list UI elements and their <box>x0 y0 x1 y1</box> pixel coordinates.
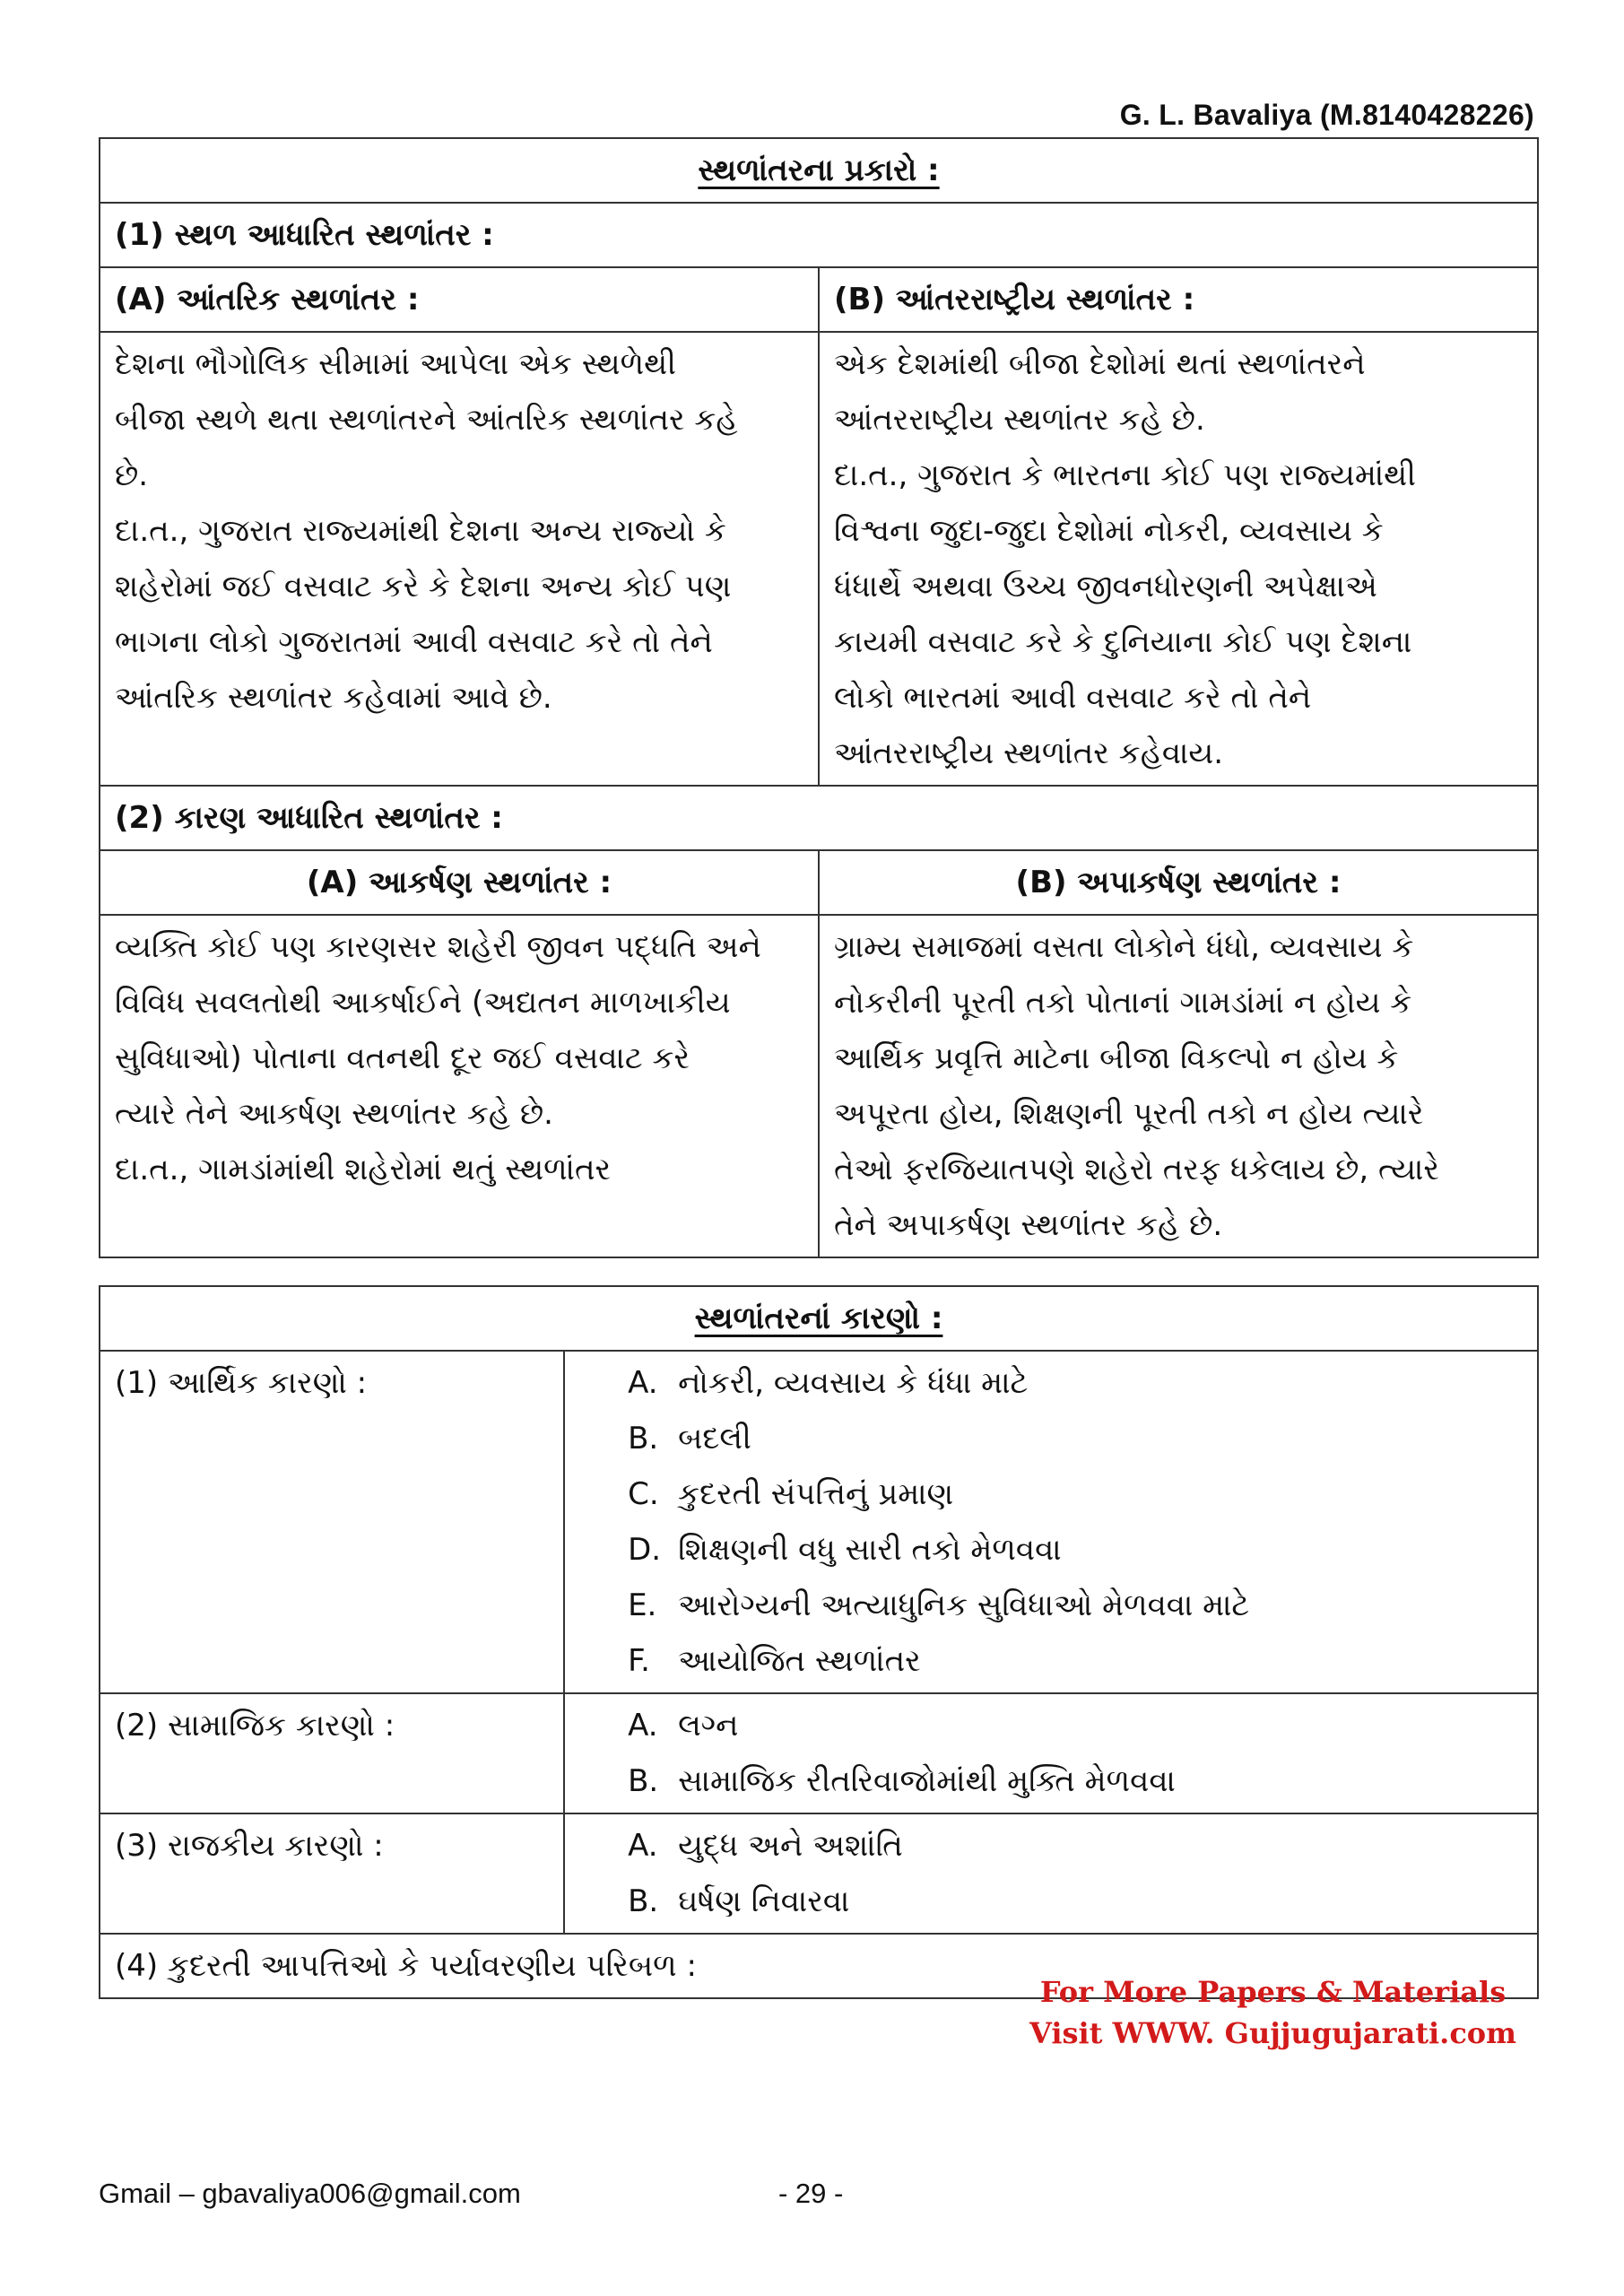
pull-migration-text <box>100 915 819 1257</box>
promo-website-link[interactable]: Visit WWW. Gujjugujarati.com <box>1029 2016 1516 2050</box>
list-item <box>628 1753 1523 1809</box>
internal-migration-text <box>100 332 819 786</box>
push-migration-heading: (B) અપાકર્ષણ સ્થળાંતર : <box>819 850 1538 915</box>
text-line: એક દેશમાંથી બીજા દેશોમાં થતાં સ્થળાંતરને <box>834 346 1366 382</box>
text-line: બીજા સ્થળે થતા સ્થળાંતરને આંતરિક સ્થળાંતર કહે <box>115 402 738 438</box>
text-line: દા.ત., ગુજરાત કે ભારતના કોઈ પણ રાજ્યમાંથી <box>834 457 1416 493</box>
text-line: દા.ત., ગુજરાત રાજ્યમાંથી દેશના અન્ય રાજ્યો કે <box>115 513 726 549</box>
text-line: વિશ્વના જુદા-જુદા દેશોમાં નોકરી, વ્યવસાય કે <box>834 513 1384 549</box>
text-line: તેઓ ફરજિયાતપણે શહેરો તરફ ધકેલાય છે, ત્યારે <box>834 1152 1439 1187</box>
text-line: આર્થિક પ્રવૃત્તિ માટેના બીજા વિકલ્પો ન હોય કે <box>834 1040 1399 1076</box>
list-item <box>628 1411 1523 1466</box>
list-item <box>628 1355 1523 1411</box>
list-letter: D. <box>628 1532 662 1568</box>
list-letter: A. <box>628 1365 658 1401</box>
text-line: વ્યક્તિ કોઈ પણ કારણસર શહેરી જીવન પદ્ધતિ અને <box>115 929 761 965</box>
economic-causes-label: (1) આર્થિક કારણો : <box>100 1351 564 1693</box>
list-item <box>628 1818 1523 1874</box>
migration-causes-table <box>99 1285 1539 1999</box>
text-line: ત્યારે તેને આકર્ષણ સ્થળાંતર કહે છે. <box>115 1096 553 1132</box>
list-text: બદલી <box>678 1421 751 1457</box>
list-item <box>628 1522 1523 1578</box>
list-letter: B. <box>628 1421 659 1457</box>
list-text: કુદરતી સંપત્તિનું પ્રમાણ <box>678 1476 954 1512</box>
political-causes-label: (3) રાજકીય કારણો : <box>100 1813 564 1934</box>
list-letter: B. <box>628 1883 659 1919</box>
text-line: શહેરોમાં જઈ વસવાટ કરે કે દેશના અન્ય કોઈ પણ <box>115 569 732 604</box>
footer-email: Gmail – gbavaliya006@gmail.com <box>99 2178 521 2209</box>
text-line: છે. <box>115 457 149 493</box>
section-heading-reason-based: (2) કારણ આધારિત સ્થળાંતર : <box>100 786 1538 850</box>
text-line: દેશના ભૌગોલિક સીમામાં આપેલા એક સ્થળેથી <box>115 346 676 382</box>
list-letter: A. <box>628 1708 658 1744</box>
list-text: નોકરી, વ્યવસાય કે ધંધા માટે <box>678 1365 1029 1401</box>
page-number: - 29 - <box>778 2178 844 2209</box>
text-line: નોકરીની પૂરતી તકો પોતાનાં ગામડાંમાં ન હોય કે <box>834 985 1412 1021</box>
list-letter: F. <box>628 1643 650 1679</box>
social-causes-list <box>564 1693 1538 1813</box>
text-line: આંતરિક સ્થળાંતર કહેવામાં આવે છે. <box>115 680 552 716</box>
list-text: ઘર્ષણ નિવારવા <box>678 1883 850 1919</box>
list-item <box>628 1874 1523 1929</box>
section-heading-place-based: (1) સ્થળ આધારિત સ્થળાંતર : <box>100 203 1538 267</box>
text-line: ધંધાર્થે અથવા ઉચ્ચ જીવનધોરણની અપેક્ષાએ <box>834 569 1377 604</box>
text-line: આંતરરાષ્ટ્રીય સ્થળાંતર કહે છે. <box>834 402 1205 438</box>
table-title <box>100 138 1538 203</box>
economic-causes-list <box>564 1351 1538 1693</box>
text-line: દા.ત., ગામડાંમાંથી શહેરોમાં થતું સ્થળાંતર <box>115 1152 612 1187</box>
migration-types-title: સ્થળાંતરના પ્રકારો : <box>698 152 940 188</box>
list-item <box>628 1698 1523 1753</box>
text-line: ભાગના લોકો ગુજરાતમાં આવી વસવાટ કરે તો તેને <box>115 624 713 660</box>
list-item <box>628 1578 1523 1633</box>
text-line: કાયમી વસવાટ કરે કે દુનિયાના કોઈ પણ દેશના <box>834 624 1412 660</box>
list-text: યુદ્ધ અને અશાંતિ <box>678 1828 903 1864</box>
internal-migration-heading: (A) આંતરિક સ્થળાંતર : <box>100 267 819 332</box>
promo-line-1: For More Papers & Materials <box>1039 1975 1507 2009</box>
list-text: શિક્ષણની વધુ સારી તકો મેળવવા <box>678 1532 1062 1568</box>
text-line: સુવિધાઓ) પોતાના વતનથી દૂર જઈ વસવાટ કરે <box>115 1040 690 1076</box>
international-migration-heading: (B) આંતરરાષ્ટ્રીય સ્થળાંતર : <box>819 267 1538 332</box>
pull-migration-heading: (A) આકર્ષણ સ્થળાંતર : <box>100 850 819 915</box>
natural-disaster-causes-label: (4) કુદરતી આપત્તિઓ કે પર્યાવરણીય પરિબળ : <box>100 1934 1538 1998</box>
text-line: લોકો ભારતમાં આવી વસવાટ કરે તો તેને <box>834 680 1312 716</box>
migration-causes-title: સ્થળાંતરનાં કારણો : <box>694 1300 943 1336</box>
international-migration-text <box>819 332 1538 786</box>
list-letter: B. <box>628 1763 659 1799</box>
text-line: આંતરરાષ્ટ્રીય સ્થળાંતર કહેવાય. <box>834 735 1224 771</box>
text-line: અપૂરતા હોય, શિક્ષણની પૂરતી તકો ન હોય ત્યારે <box>834 1096 1424 1132</box>
list-letter: C. <box>628 1476 659 1512</box>
migration-types-table <box>99 137 1539 1258</box>
text-line: વિવિધ સવલતોથી આકર્ષાઈને (અદ્યતન માળખાકીય <box>115 985 731 1021</box>
list-item <box>628 1466 1523 1522</box>
list-text: આરોગ્યની અત્યાધુનિક સુવિધાઓ મેળવવા માટે <box>678 1587 1250 1623</box>
list-letter: A. <box>628 1828 658 1864</box>
text-line: તેને અપાકર્ષણ સ્થળાંતર કહે છે. <box>834 1207 1223 1243</box>
push-migration-text <box>819 915 1538 1257</box>
text-line: ગ્રામ્ય સમાજમાં વસતા લોકોને ધંધો, વ્યવસાય કે <box>834 929 1414 965</box>
list-text: લગ્ન <box>678 1708 739 1744</box>
list-letter: E. <box>628 1587 657 1623</box>
political-causes-list <box>564 1813 1538 1934</box>
author-header: G. L. Bavaliya (M.8140428226) <box>1119 99 1534 131</box>
list-text: સામાજિક રીતરિવાજોમાંથી મુક્તિ મેળવવા <box>678 1763 1176 1799</box>
table-title <box>100 1286 1538 1351</box>
promo-links <box>1029 1971 1516 2054</box>
list-text: આયોજિત સ્થળાંતર <box>678 1643 921 1679</box>
list-item <box>628 1633 1523 1689</box>
social-causes-label: (2) સામાજિક કારણો : <box>100 1693 564 1813</box>
